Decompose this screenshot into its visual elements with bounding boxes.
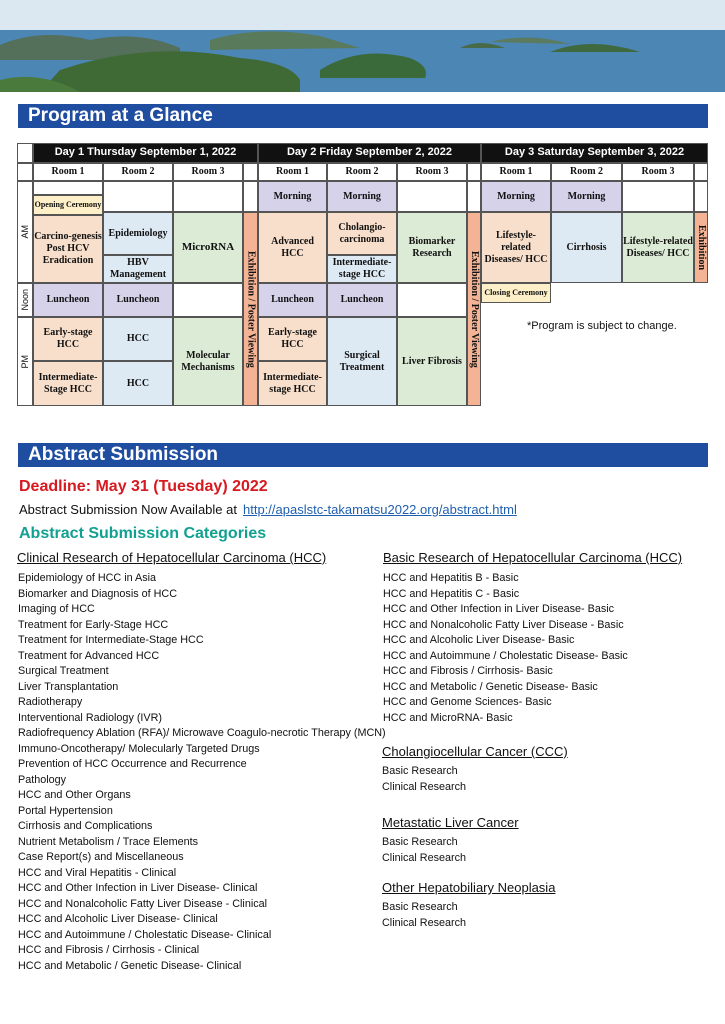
day3-room2-header: Room 2 (551, 163, 622, 181)
clinical-category-item: Treatment for Intermediate-Stage HCC (18, 634, 204, 646)
clinical-category-item: HCC and Other Organs (18, 789, 131, 801)
day1-exhibition-column: Exhibition / Poster Viewing (243, 212, 258, 406)
ccc-category-item: Basic Research (382, 765, 458, 777)
day2-r3-noon-blank (397, 283, 467, 317)
day3-exhibit-blank (694, 181, 708, 212)
day1-r3-noon-blank (173, 283, 243, 317)
day3-room3-header: Room 3 (622, 163, 694, 181)
clinical-category-item: Interventional Radiology (IVR) (18, 711, 163, 724)
day3-closing-ceremony: Closing Ceremony (481, 283, 551, 303)
day1-r2-luncheon: Luncheon (103, 283, 173, 317)
submission-availability (19, 502, 517, 517)
day1-r1-pm-session1: Early-stage HCC (33, 317, 103, 361)
day1-header: Day 1 Thursday September 1, 2022 (33, 143, 258, 163)
clinical-category-item: Epidemiology of HCC in Asia (18, 572, 157, 584)
day1-r3-am-session: MicroRNA (173, 212, 243, 283)
clinical-category-item: HCC and Autoimmune / Cholestatic Disease- Clinical (18, 928, 272, 941)
day2-r1-pm-session1: Early-stage HCC (258, 317, 327, 361)
clinical-category-item: HCC and Alcoholic Liver Disease- Clinical (18, 913, 218, 925)
day1-room2-header: Room 2 (103, 163, 173, 181)
day3-r1-am-session: Lifestyle-related Diseases/ HCC (481, 212, 551, 283)
clinical-category-item: Portal Hypertension (18, 804, 113, 817)
clinical-research-title: Clinical Research of Hepatocellular Carcinoma (HCC) (17, 550, 327, 565)
day2-r2-am-session1: Cholangio-carcinoma (327, 212, 397, 255)
ccc-list (382, 764, 466, 795)
day1-r2-pm-session2: HCC (103, 361, 173, 406)
day2-room2-header: Room 2 (327, 163, 397, 181)
clinical-category-item: HCC and Metabolic / Genetic Disease- Clinical (18, 959, 242, 972)
clinical-category-item: Liver Transplantation (18, 680, 119, 693)
day2-r2-morning: Morning (327, 181, 397, 212)
period-pm-label: PM (17, 317, 33, 406)
basic-research-title: Basic Research of Hepatocellular Carcinoma (HCC) (383, 550, 683, 565)
day3-room1-header: Room 1 (481, 163, 551, 181)
day1-exhibit-header (243, 163, 258, 181)
day3-r3-blank (622, 181, 694, 212)
day1-r2-pm-session1: HCC (103, 317, 173, 361)
day2-r1-pm-session2: Intermediate-stage HCC (258, 361, 327, 406)
day1-r1-am-session: Carcino-genesis Post HCV Eradication (33, 215, 103, 283)
clinical-category-item: Case Report(s) and Miscellaneous (18, 851, 184, 863)
clinical-category-item: Cirrhosis and Complications (18, 820, 153, 832)
program-schedule-table (17, 143, 708, 406)
day2-exhibit-header (467, 163, 481, 181)
clinical-category-item: Surgical Treatment (18, 665, 109, 677)
basic-category-item: HCC and Other Infection in Liver Disease- Basic (383, 603, 615, 615)
metastatic-title: Metastatic Liver Cancer (382, 815, 519, 830)
day1-room1-header: Room 1 (33, 163, 103, 181)
metastatic-list (382, 835, 466, 866)
day2-header: Day 2 Friday September 2, 2022 (258, 143, 481, 163)
metastatic-category-item: Clinical Research (382, 851, 467, 864)
abstract-url-link[interactable]: http://apaslstc-takamatsu2022.org/abstract.html (242, 502, 517, 517)
day1-opening-ceremony: Opening Ceremony (33, 195, 103, 215)
day2-r1-am-session: Advanced HCC (258, 212, 327, 283)
day1-r2-blank (103, 181, 173, 212)
day1-room3-header: Room 3 (173, 163, 243, 181)
clinical-category-item: Biomarker and Diagnosis of HCC (18, 587, 178, 600)
day3-exhibition-column: Exhibition (694, 212, 708, 283)
corner-cell (17, 143, 33, 163)
clinical-category-item: Prevention of HCC Occurrence and Recurrence (18, 758, 247, 770)
day1-r1-luncheon: Luncheon (33, 283, 103, 317)
program-section-header: Program at a Glance (18, 104, 708, 128)
clinical-category-item: Radiotherapy (18, 696, 83, 708)
day2-r3-pm-session: Liver Fibrosis (397, 317, 467, 406)
day1-exhibit-blank (243, 181, 258, 212)
clinical-category-item: HCC and Fibrosis / Cirrhosis - Clinical (18, 944, 200, 956)
day2-exhibition-column: Exhibition / Poster Viewing (467, 212, 481, 406)
clinical-category-item: Pathology (18, 773, 67, 786)
day3-exhibit-header (694, 163, 708, 181)
clinical-category-item: HCC and Nonalcoholic Fatty Liver Disease - Clinical (18, 897, 268, 910)
basic-category-item: HCC and Fibrosis / Cirrhosis- Basic (383, 665, 553, 677)
day2-room3-header: Room 3 (397, 163, 467, 181)
basic-category-item: HCC and MicroRNA- Basic (383, 711, 513, 724)
day2-r2-am-session2: Intermediate-stage HCC (327, 255, 397, 283)
day2-room1-header: Room 1 (258, 163, 327, 181)
basic-research-list (383, 571, 628, 726)
header-seascape-image (0, 0, 725, 92)
clinical-category-item: HCC and Viral Hepatitis - Clinical (18, 866, 177, 879)
day3-header: Day 3 Saturday September 3, 2022 (481, 143, 708, 163)
clinical-category-item: Treatment for Advanced HCC (18, 649, 160, 662)
other-neoplasia-category-item: Clinical Research (382, 916, 467, 929)
day3-r2-morning: Morning (551, 181, 622, 212)
clinical-category-item: Treatment for Early-Stage HCC (18, 618, 169, 631)
day1-r2-am-session2: HBV Management (103, 255, 173, 283)
clinical-category-item: Nutrient Metabolism / Trace Elements (18, 835, 199, 848)
day3-r3-am-session: Lifestyle-related Diseases/ HCC (622, 212, 694, 283)
day3-r2-am-session: Cirrhosis (551, 212, 622, 283)
other-neoplasia-list (382, 900, 466, 931)
clinical-research-list (18, 571, 386, 974)
clinical-category-item: HCC and Other Infection in Liver Disease- Clinical (18, 882, 258, 894)
availability-text: Abstract Submission Now Available at (19, 502, 237, 517)
basic-category-item: HCC and Alcoholic Liver Disease- Basic (383, 634, 575, 646)
corner-cell (17, 163, 33, 181)
ccc-title: Cholangiocellular Cancer (CCC) (382, 744, 568, 759)
basic-category-item: HCC and Nonalcoholic Fatty Liver Disease - Basic (383, 618, 624, 631)
deadline-text: Deadline: May 31 (Tuesday) 2022 (19, 478, 268, 495)
categories-heading: Abstract Submission Categories (19, 525, 267, 542)
day2-r1-luncheon: Luncheon (258, 283, 327, 317)
day2-r2-pm-session: Surgical Treatment (327, 317, 397, 406)
basic-category-item: HCC and Autoimmune / Cholestatic Disease- Basic (383, 649, 628, 662)
day2-exhibit-blank (467, 181, 481, 212)
day3-r1-morning: Morning (481, 181, 551, 212)
basic-category-item: HCC and Hepatitis C - Basic (383, 587, 520, 600)
day1-r1-pm-session2: Intermediate-Stage HCC (33, 361, 103, 406)
basic-category-item: HCC and Hepatitis B - Basic (383, 572, 519, 584)
day1-r1-blank (33, 181, 103, 195)
period-noon-label: Noon (17, 283, 33, 317)
clinical-category-item: Imaging of HCC (18, 603, 95, 615)
day2-r3-am-session: Biomarker Research (397, 212, 467, 283)
day1-r3-blank (173, 181, 243, 212)
ccc-category-item: Clinical Research (382, 780, 467, 793)
clinical-category-item: Immuno-Oncotherapy/ Molecularly Targeted Drugs (18, 742, 260, 755)
metastatic-category-item: Basic Research (382, 836, 458, 848)
period-am-label: AM (17, 181, 33, 283)
day2-r1-morning: Morning (258, 181, 327, 212)
other-neoplasia-title: Other Hepatobiliary Neoplasia (382, 880, 556, 895)
abstract-section-header: Abstract Submission (18, 443, 708, 467)
basic-category-item: HCC and Genome Sciences- Basic (383, 696, 552, 708)
clinical-category-item: Radiofrequency Ablation (RFA)/ Microwave Coagulo-necrotic Therapy (MCN) (18, 727, 386, 739)
other-neoplasia-category-item: Basic Research (382, 901, 458, 913)
day1-r3-pm-session: Molecular Mechanisms (173, 317, 243, 406)
day2-r3-blank (397, 181, 467, 212)
day1-r2-am-session1: Epidemiology (103, 212, 173, 255)
basic-category-item: HCC and Metabolic / Genetic Disease- Basic (383, 680, 598, 693)
day2-r2-luncheon: Luncheon (327, 283, 397, 317)
program-note: *Program is subject to change. (527, 320, 677, 332)
